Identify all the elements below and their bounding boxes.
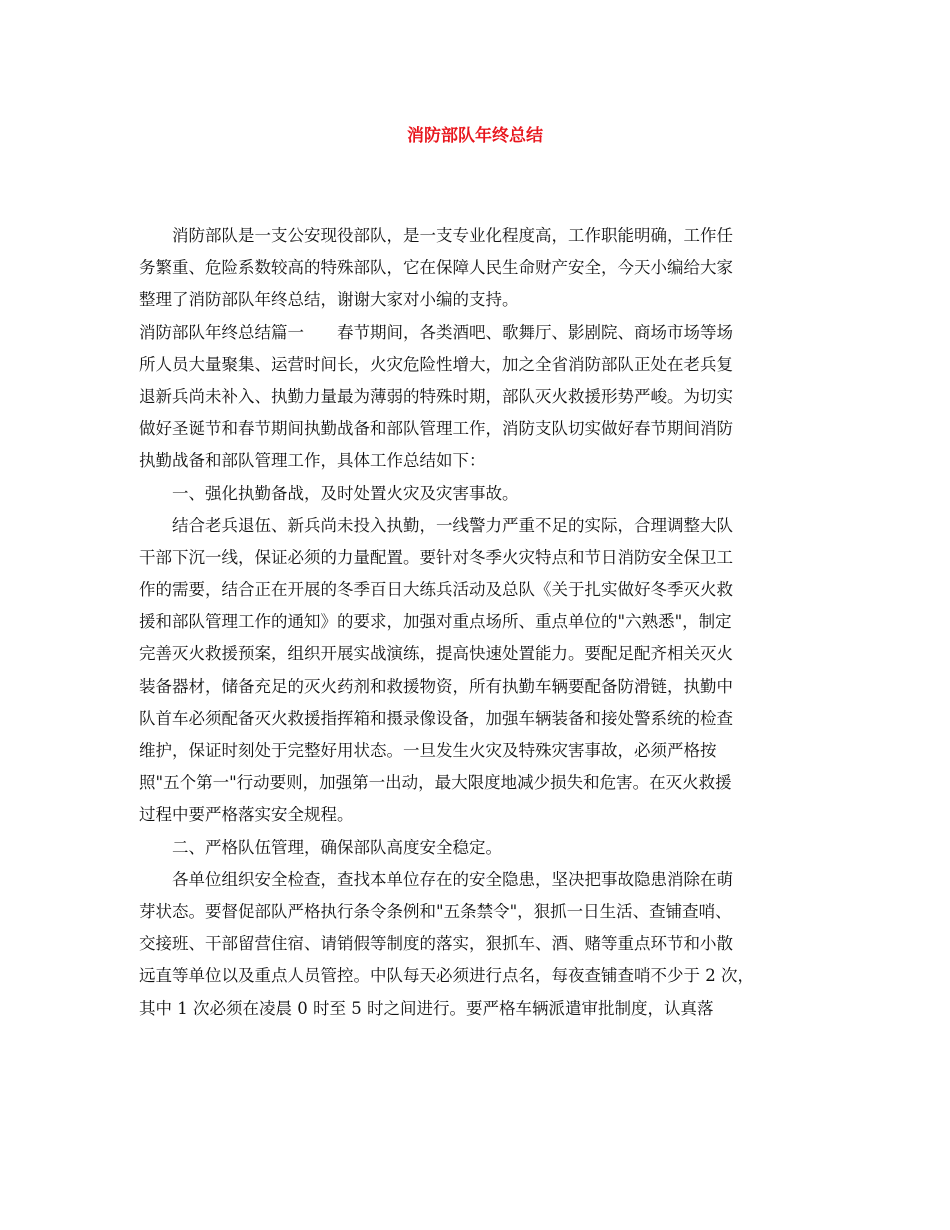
paragraph-line: 退新兵尚未补入、执勤力量最为薄弱的特殊时期，部队灭火救援形势严峻。为切实 — [139, 386, 733, 406]
paragraph-line: 完善灭火救援预案，组织开展实战演练，提高快速处置能力。要配足配齐相关灭火 — [139, 644, 733, 664]
paragraph-line: 援和部队管理工作的通知》的要求，加强对重点场所、重点单位的"六熟悉"，制定 — [139, 612, 732, 632]
paragraph-line: 照"五个第一"行动要则，加强第一出动，最大限度地减少损失和危害。在灭火救援 — [139, 773, 732, 793]
paragraph-line: 过程中要严格落实安全规程。 — [139, 805, 354, 825]
paragraph-line: 装备器材，储备充足的灭火药剂和救援物资，所有执勤车辆要配备防滑链，执勤中 — [139, 676, 733, 696]
paragraph-line: 消防部队是一支公安现役部队，是一支专业化程度高，工作职能明确，工作任 — [172, 226, 733, 245]
paragraph-line: 结合老兵退伍、新兵尚未投入执勤，一线警力严重不足的实际，合理调整大队 — [172, 515, 733, 535]
document-body — [139, 220, 819, 1025]
paragraph-line: 维护，保证时刻处于完整好用状态。一旦发生火灾及特殊灾害事故，必须严格按 — [139, 741, 717, 760]
paragraph-line: 芽状态。要督促部队严格执行条令条例和"五条禁令"，狠抓一日生活、查铺查哨、 — [139, 901, 732, 921]
paragraph-line: 远直等单位以及重点人员管控。中队每天必须进行点名，每夜查铺查哨不少于 2 次， — [139, 966, 754, 986]
paragraph-line: 各单位组织安全检查，查找本单位存在的安全隐患，坚决把事故隐患消除在萌 — [172, 869, 733, 889]
paragraph-line: 队首车必须配备灭火救援指挥箱和摄录像设备，加强车辆装备和接处警系统的检查 — [139, 708, 733, 728]
paragraph-line: 交接班、干部留营住宿、请销假等制度的落实，狠抓车、酒、赌等重点环节和小散 — [139, 934, 733, 954]
paragraph-line: 其中 1 次必须在凌晨 0 时至 5 时之间进行。要严格车辆派遣审批制度，认真落 — [139, 998, 714, 1018]
section-heading-line: 二、严格队伍管理，确保部队高度安全稳定。 — [172, 837, 502, 857]
paragraph-line: 消防部队年终总结篇一 春节期间，各类酒吧、歌舞厅、影剧院、商场市场等场 — [139, 322, 733, 342]
document-title: 消防部队年终总结 — [407, 126, 543, 146]
paragraph-line: 做好圣诞节和春节期间执勤战备和部队管理工作，消防支队切实做好春节期间消防 — [139, 419, 733, 439]
section-heading-line: 一、强化执勤备战，及时处置火灾及灾害事故。 — [172, 483, 519, 503]
paragraph-line: 整理了消防部队年终总结，谢谢大家对小编的支持。 — [139, 290, 519, 310]
paragraph-line: 所人员大量聚集、运营时间长，火灾危险性增大，加之全省消防部队正处在老兵复 — [139, 354, 733, 374]
paragraph-line: 干部下沉一线，保证必须的力量配置。要针对冬季火灾特点和节日消防安全保卫工 — [139, 547, 733, 567]
paragraph-line: 执勤战备和部队管理工作，具体工作总结如下： — [139, 451, 486, 471]
paragraph-line: 作的需要，结合正在开展的冬季百日大练兵活动及总队《关于扎实做好冬季灭火救 — [139, 580, 733, 600]
paragraph-line: 务繁重、危险系数较高的特殊部队，它在保障人民生命财产安全，今天小编给大家 — [139, 258, 733, 278]
